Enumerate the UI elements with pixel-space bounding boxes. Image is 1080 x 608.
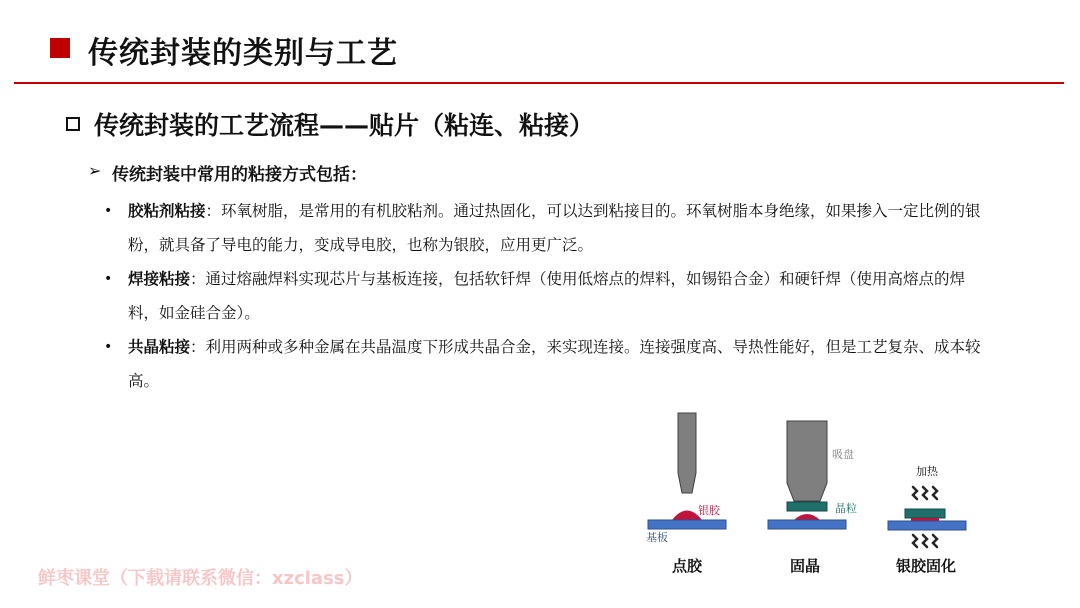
suction-label: 吸盘 [832,448,854,461]
substrate-plate [648,520,726,529]
subsection-heading: 传统封装中常用的粘接方式包括： [112,165,367,185]
bullet-term: 胶粘剂粘接 [128,202,206,220]
heat-waves-top-icon [913,487,937,499]
step-caption: 固晶 [790,557,821,575]
bullet-text: ：环氧树脂，是常用的有机胶粘剂。通过热固化，可以达到粘接目的。环氧树脂本身绝缘，如果掺入一定比例的银粉，就具备了导电的能力，变成导电胶，也称为银胶，应用更广泛。 [128,202,981,254]
bullet-dot-icon: • [104,271,113,287]
page-title: 传统封装的类别与工艺 [88,36,398,71]
suction-nozzle [787,421,827,501]
bullet-term: 共晶粘接 [128,338,191,356]
watermark: 鲜枣课堂（下载请联系微信：xzclass） [38,568,363,589]
dispense-step [646,413,726,575]
heat-waves-bottom-icon [913,535,937,547]
title-marker [50,38,70,58]
die-label: 晶粒 [835,502,857,515]
cure-step [888,464,966,575]
step-caption: 点胶 [672,557,703,575]
list-item [104,330,984,398]
section-bullet-box [66,117,80,131]
die-chip [787,502,827,511]
list-item [104,262,984,330]
substrate-label: 基板 [646,531,668,544]
bullet-text: ：通过熔融焊料实现芯片与基板连接，包括软钎焊（使用低熔点的焊料，如锡铅合金）和硬钎焊（使用高熔点的焊料，如金硅合金）。 [128,270,966,322]
substrate-plate [768,520,846,529]
bullet-term: 焊接粘接 [128,270,191,288]
step-caption: 银胶固化 [896,557,957,575]
list-item [104,194,984,262]
section-heading: 传统封装的工艺流程——贴片（粘连、粘接） [94,111,595,140]
silver-glue-label: 银胶 [698,504,720,517]
silver-glue-drop [794,514,820,520]
bullet-text: ：利用两种或多种金属在共晶温度下形成共晶合金，来实现连接。连接强度高、导热性能好，但是工艺复杂、成本较高。 [128,338,981,390]
arrow-bullet-icon: ➢ [88,161,102,180]
bullet-dot-icon: • [104,203,113,219]
bonding-method-list [104,194,984,398]
dispense-nozzle [678,413,696,493]
bullet-dot-icon: • [104,339,113,355]
title-divider [14,82,1064,84]
die-attach-process-diagram [630,405,990,590]
heating-label: 加热 [916,465,938,478]
die-chip [905,509,945,518]
die-bond-step [768,421,857,575]
substrate-plate [888,521,966,530]
